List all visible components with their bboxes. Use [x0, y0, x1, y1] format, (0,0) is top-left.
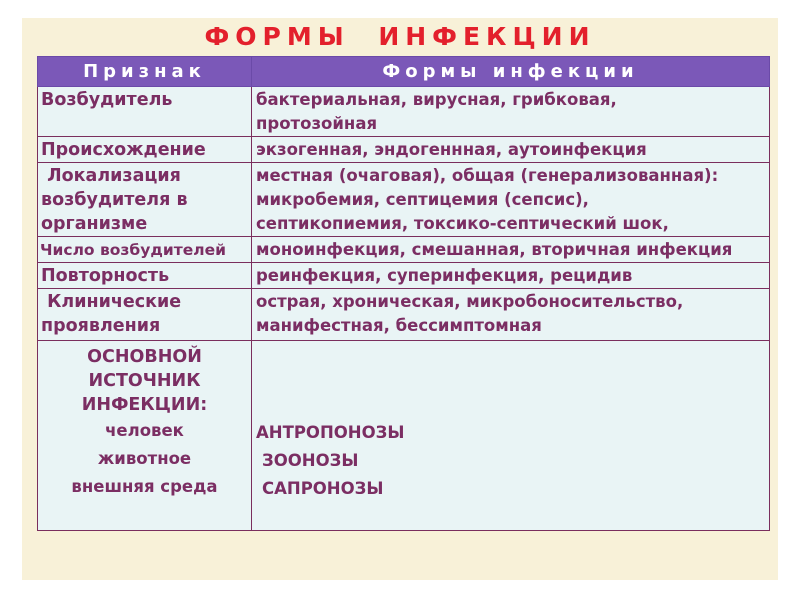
- row-value: [252, 263, 770, 289]
- value-line: реинфекция, суперинфекция, рецидив: [256, 266, 633, 285]
- row-value: [252, 237, 770, 263]
- row-key: Возбудитель: [38, 87, 252, 137]
- value-line: септикопиемия, токсико-септический шок,: [256, 214, 669, 233]
- row-value: [252, 137, 770, 163]
- source-form: АНТРОПОНОЗЫ: [256, 423, 405, 442]
- value-line: бактериальная, вирусная, грибковая,: [256, 90, 617, 109]
- table-row: [38, 163, 770, 237]
- value-line: протозойная: [256, 114, 378, 133]
- row-value: [252, 163, 770, 237]
- value-line: местная (очаговая), общая (генерализованная):: [256, 166, 719, 185]
- source-item: животное: [97, 449, 192, 468]
- source-item: человек: [105, 421, 184, 440]
- infection-forms-table: [37, 56, 770, 531]
- row-key: Повторность: [38, 263, 252, 289]
- source-title-line: ОСНОВНОЙ: [87, 347, 202, 367]
- source-key: [38, 341, 252, 531]
- value-line: манифестная, бессимптомная: [256, 316, 542, 335]
- header-forms: Формы инфекции: [252, 57, 770, 87]
- table-row: [38, 289, 770, 341]
- source-title-line: ИНФЕКЦИИ:: [81, 395, 208, 415]
- table-row: [38, 137, 770, 163]
- table-row: [38, 87, 770, 137]
- source-title-line: ИСТОЧНИК: [88, 371, 201, 391]
- value-line: острая, хроническая, микробоносительство,: [256, 292, 684, 311]
- key-line: организме: [41, 214, 148, 234]
- row-key: Происхождение: [38, 137, 252, 163]
- key-line: Локализация: [41, 166, 181, 186]
- row-value: [252, 87, 770, 137]
- table-row-source: [38, 341, 770, 531]
- key-line: возбудителя в: [41, 190, 188, 210]
- source-item: внешняя среда: [71, 477, 218, 496]
- row-key: [38, 289, 252, 341]
- value-line: моноинфекция, смешанная, вторичная инфекция: [256, 240, 733, 259]
- table-row: [38, 237, 770, 263]
- header-row: [38, 57, 770, 87]
- value-line: экзогенная, эндогеннная, аутоинфекция: [256, 140, 647, 159]
- table-row: [38, 263, 770, 289]
- row-key: Число возбудителей: [38, 237, 252, 263]
- header-sign: Признак: [38, 57, 252, 87]
- key-line: проявления: [41, 316, 161, 336]
- value-line: микробемия, септицемия (сепсис),: [256, 190, 589, 209]
- source-form-text: ЗООНОЗЫ: [262, 451, 359, 470]
- slide-title: ФОРМЫ ИНФЕКЦИИ: [204, 22, 596, 51]
- key-line: Клинические: [41, 292, 182, 312]
- source-form: [256, 447, 765, 475]
- row-value: [252, 289, 770, 341]
- source-form: [256, 475, 765, 503]
- slide: [22, 18, 778, 580]
- source-forms: [252, 341, 770, 531]
- source-form-text: САПРОНОЗЫ: [262, 479, 384, 498]
- row-key: [38, 163, 252, 237]
